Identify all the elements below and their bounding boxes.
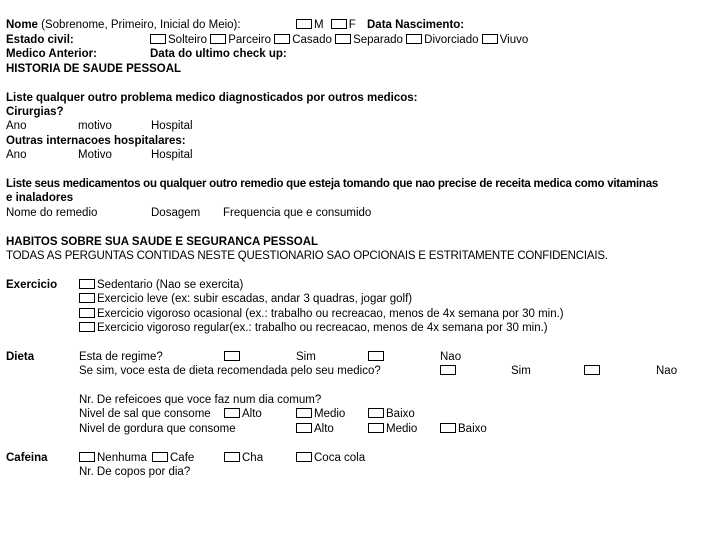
medico-anterior-label: Medico Anterior: [6, 48, 97, 60]
dieta-regime-question: Esta de regime? [79, 351, 163, 363]
dieta-recomendada-question: Se sim, voce esta de dieta recomendada pelo seu medico? [79, 365, 381, 377]
cirurgias-label: Cirurgias? [6, 106, 64, 118]
dieta-gordura-baixo [440, 422, 487, 436]
nome-hint: (Sobrenome, Primeiro, Inicial do Meio): [41, 19, 241, 31]
dieta-sal-medio-checkbox[interactable] [296, 408, 312, 418]
dieta-recomendada-nao-checkbox-wrap [584, 364, 602, 378]
cafeina-nenhuma [79, 451, 147, 465]
dieta-gordura-medio-label: Medio [386, 423, 418, 435]
dieta-regime-nao-label: Nao [440, 351, 462, 363]
exercicio-option-vigoroso-regular [79, 321, 548, 335]
exercicio-leve-checkbox[interactable] [79, 293, 95, 303]
cafeina-cafe-checkbox[interactable] [152, 452, 168, 462]
cafeina-coca-cola-label: Coca cola [314, 452, 366, 464]
cafeina-cafe-label: Cafe [170, 452, 195, 464]
dieta-sal-alto [224, 407, 262, 421]
dieta-gordura-baixo-checkbox[interactable] [440, 423, 456, 433]
estado-civil-solteiro: Solteiro [168, 34, 207, 46]
dieta-sal-label: Nivel de sal que consome [79, 408, 211, 420]
cafeina-coca-cola-checkbox[interactable] [296, 452, 312, 462]
dieta-gordura-baixo-label: Baixo [458, 423, 487, 435]
outros-problemas-title: Liste qualquer outro problema medico diagnosticados por outros medicos: [6, 92, 418, 104]
dieta-regime-sim-label: Sim [296, 351, 316, 363]
exercicio-option-sedentario [79, 278, 243, 292]
cafeina-cha-checkbox[interactable] [224, 452, 240, 462]
dieta-regime-nao-checkbox-wrap [368, 350, 386, 364]
sexo-f-checkbox[interactable] [331, 19, 347, 29]
sexo-options [296, 18, 356, 32]
dieta-recomendada-nao-label: Nao [656, 365, 678, 377]
estado-civil-divorciado: Divorciado [424, 34, 479, 46]
cafeina-nenhuma-label: Nenhuma [97, 452, 147, 464]
medicamentos-title-line2: e inaladores [6, 192, 74, 204]
estado-civil-casado: Casado [292, 34, 332, 46]
nome-row [6, 18, 241, 32]
estado-civil-casado-checkbox[interactable] [274, 34, 290, 44]
dieta-recomendada-sim-label: Sim [511, 365, 531, 377]
habitos-title: HABITOS SOBRE SUA SAUDE E SEGURANCA PESSOAL [6, 236, 319, 248]
estado-civil-label: Estado civil: [6, 34, 74, 46]
exercicio-label: Exercicio [6, 279, 58, 291]
exercicio-sedentario-checkbox[interactable] [79, 279, 95, 289]
dieta-gordura-alto-label: Alto [314, 423, 334, 435]
estado-civil-parceiro-checkbox[interactable] [210, 34, 226, 44]
estado-civil-options [150, 33, 528, 47]
exercicio-vigoroso-regular-text: Exercicio vigoroso regular(ex.: trabalho ou recreacao, menos de 4x semana por 30 min.) [97, 322, 548, 334]
dieta-sal-medio [296, 407, 345, 421]
medicamentos-col-nome: Nome do remedio [6, 207, 98, 219]
estado-civil-viuvo: Viuvo [499, 34, 529, 46]
cafeina-copos-question: Nr. De copos por dia? [79, 466, 191, 478]
ultimo-checkup-label: Data do ultimo check up: [150, 48, 287, 60]
estado-civil-parceiro: Parceiro [228, 34, 272, 46]
internacoes-col-hospital: Hospital [151, 149, 193, 161]
dieta-refeicoes-question: Nr. De refeicoes que voce faz num dia comum? [79, 394, 322, 406]
cafeina-cha-label: Cha [242, 452, 264, 464]
cafeina-coca-cola [296, 451, 365, 465]
habitos-subtitle: TODAS AS PERGUNTAS CONTIDAS NESTE QUESTIONARIO SAO OPCIONAIS E ESTRITAMENTE CONFIDENCIAIS. [6, 250, 608, 262]
cafeina-nenhuma-checkbox[interactable] [79, 452, 95, 462]
dieta-regime-sim-checkbox[interactable] [224, 351, 240, 361]
estado-civil-separado: Separado [353, 34, 403, 46]
dieta-label: Dieta [6, 351, 35, 363]
dieta-gordura-medio [368, 422, 417, 436]
dieta-recomendada-sim-checkbox[interactable] [440, 365, 456, 375]
dieta-sal-alto-checkbox[interactable] [224, 408, 240, 418]
estado-civil-divorciado-checkbox[interactable] [406, 34, 422, 44]
dieta-regime-sim-checkbox-wrap [224, 350, 242, 364]
dieta-gordura-alto [296, 422, 334, 436]
cirurgias-col-hospital: Hospital [151, 120, 193, 132]
exercicio-option-vigoroso-ocasional [79, 307, 564, 321]
internacoes-label: Outras internacoes hospitalares: [6, 135, 186, 147]
estado-civil-solteiro-checkbox[interactable] [150, 34, 166, 44]
exercicio-leve-text: Exercicio leve (ex: subir escadas, andar 3 quadras, jogar golf) [97, 293, 413, 305]
estado-civil-separado-checkbox[interactable] [335, 34, 351, 44]
dieta-gordura-label: Nivel de gordura que consome [79, 423, 236, 435]
dieta-sal-baixo-label: Baixo [386, 408, 415, 420]
sexo-f-label: F [348, 19, 356, 31]
dieta-gordura-alto-checkbox[interactable] [296, 423, 312, 433]
internacoes-col-ano: Ano [6, 149, 27, 161]
cafeina-label: Cafeina [6, 452, 48, 464]
dieta-recomendada-sim-checkbox-wrap [440, 364, 458, 378]
nome-label: Nome [6, 19, 38, 31]
dieta-sal-baixo [368, 407, 415, 421]
cirurgias-col-motivo: motivo [78, 120, 112, 132]
medicamentos-col-dosagem: Dosagem [151, 207, 201, 219]
cirurgias-col-ano: Ano [6, 120, 27, 132]
dieta-sal-medio-label: Medio [314, 408, 346, 420]
medicamentos-col-frequencia: Frequencia que e consumido [223, 207, 372, 219]
exercicio-vigoroso-ocasional-checkbox[interactable] [79, 308, 95, 318]
estado-civil-viuvo-checkbox[interactable] [482, 34, 498, 44]
sexo-m-label: M [314, 19, 324, 31]
cafeina-cha [224, 451, 263, 465]
medicamentos-title-line1: Liste seus medicamentos ou qualquer outro remedio que esteja tomando que nao precise de receita medica como vitaminas [6, 178, 659, 190]
exercicio-sedentario-text: Sedentario (Nao se exercita) [97, 279, 244, 291]
exercicio-vigoroso-regular-checkbox[interactable] [79, 322, 95, 332]
exercicio-option-leve [79, 292, 412, 306]
historia-title: HISTORIA DE SAUDE PESSOAL [6, 63, 182, 75]
dieta-recomendada-nao-checkbox[interactable] [584, 365, 600, 375]
dieta-sal-alto-label: Alto [242, 408, 262, 420]
dieta-gordura-medio-checkbox[interactable] [368, 423, 384, 433]
dieta-sal-baixo-checkbox[interactable] [368, 408, 384, 418]
dieta-regime-nao-checkbox[interactable] [368, 351, 384, 361]
cafeina-cafe [152, 451, 194, 465]
exercicio-vigoroso-ocasional-text: Exercicio vigoroso ocasional (ex.: trabalho ou recreacao, menos de 4x semana por 30 min.) [97, 308, 564, 320]
nascimento-label: Data Nascimento: [367, 19, 465, 31]
sexo-m-checkbox[interactable] [296, 19, 312, 29]
internacoes-col-motivo: Motivo [78, 149, 112, 161]
